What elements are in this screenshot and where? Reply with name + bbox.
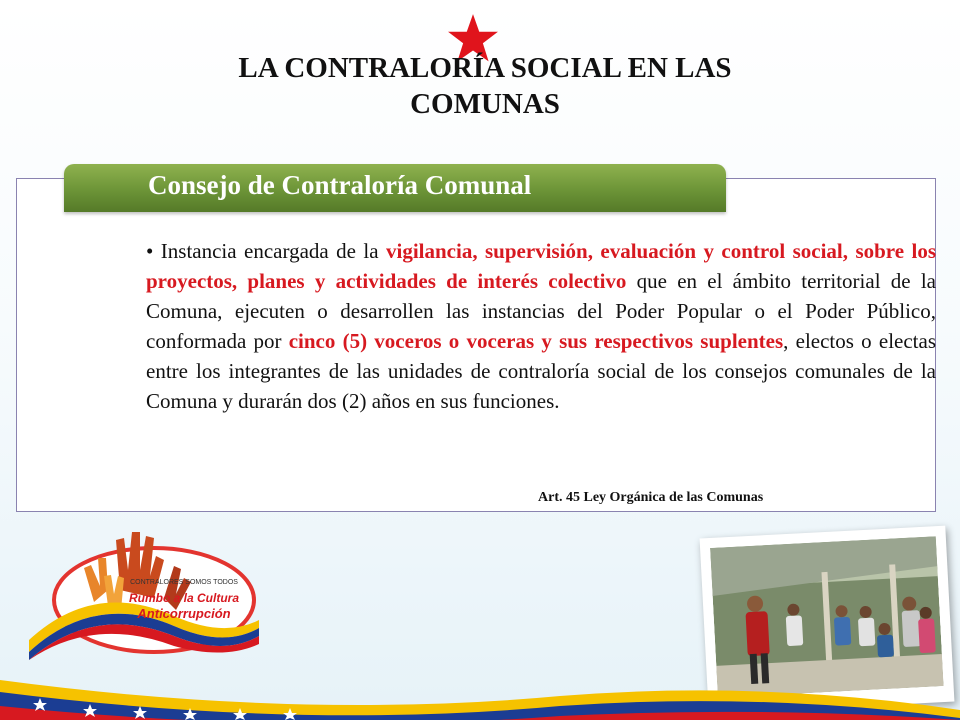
- title-line-2: COMUNAS: [410, 88, 560, 120]
- venezuelan-flag-stars-decoration: [0, 640, 960, 720]
- title-line-1: LA CONTRALORÍA SOCIAL EN LAS: [238, 52, 732, 84]
- section-tab: [64, 164, 726, 212]
- highlight-members: cinco (5) voceros o voceras y sus respectivos suplentes: [288, 329, 784, 353]
- paragraph-text-1: Instancia encargada de la: [153, 239, 386, 263]
- bullet: •: [146, 239, 154, 263]
- logo-line-1: Rumbo a la Cultura: [128, 591, 240, 605]
- page-title: [150, 50, 820, 122]
- section-tab-label: Consejo de Contraloría Comunal: [148, 170, 532, 200]
- logo-line-2: Anticorrupción: [137, 606, 231, 621]
- highlight-functions: vigilancia, supervisión, evaluación y control social, sobre los proyectos, planes y actividades de interés colectivo: [146, 239, 936, 293]
- logo-top-text: CONTRALORES SOMOS TODOS: [130, 579, 238, 586]
- paragraph-text-2: que en el ámbito territorial de la Comuna, ejecuten o desarrollen las instancias del Poder Popular o el Poder Público, conformada por: [146, 269, 937, 353]
- citation: Art. 45 Ley Orgánica de las Comunas: [538, 490, 764, 505]
- body-paragraph: [146, 236, 936, 416]
- logo-graphic: [24, 520, 264, 660]
- paragraph-text-3: , electos o electas entre los integrantes de las unidades de contraloría social de los consejos comunales de la Comuna y durarán dos (2) años en sus funciones.: [146, 329, 936, 413]
- anticorruption-logo: [24, 520, 264, 660]
